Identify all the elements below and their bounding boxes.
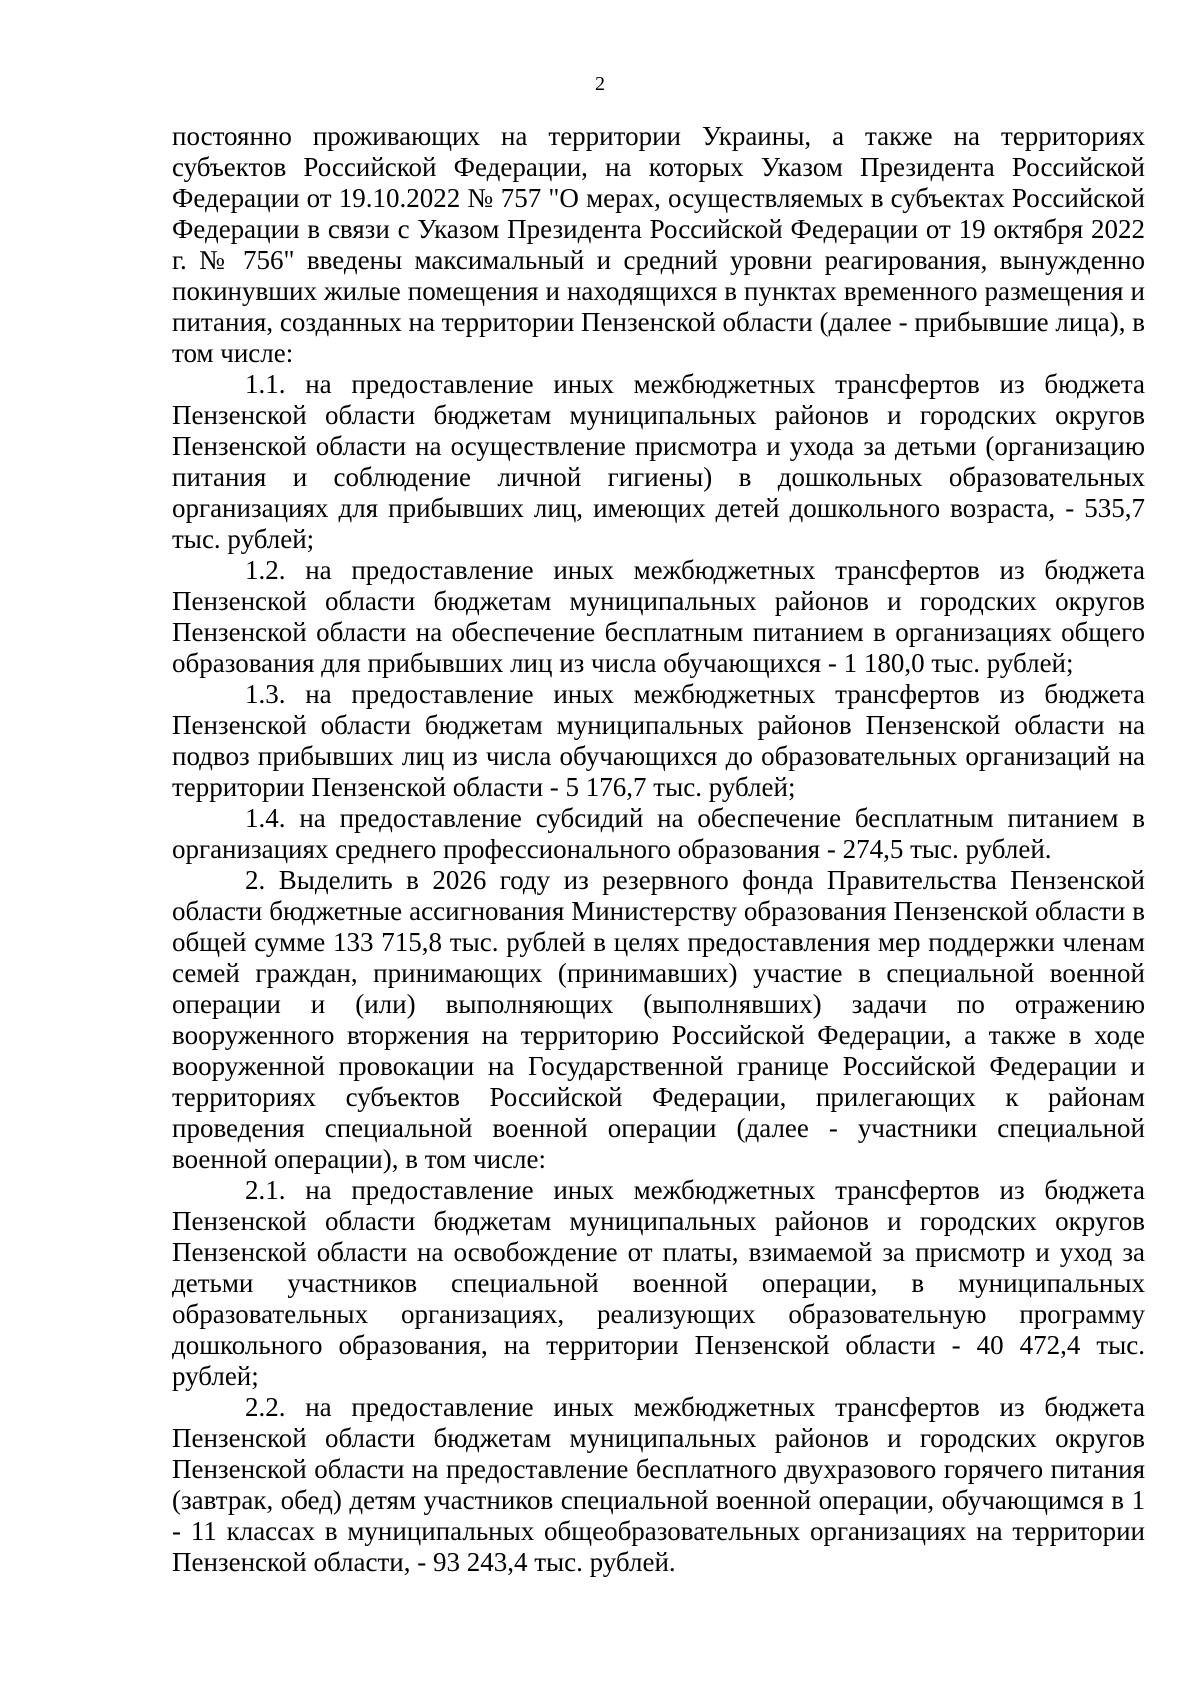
paragraph-1-3: 1.3. на предоставление иных межбюджетных трансфертов из бюджета Пензенской области бюджетам муниципальных районов Пензенской области на подвоз прибывших лиц из числа обучающихся до образовательных организаций на территории Пензенской области - 5 176,7 тыс. рублей; bbox=[172, 679, 1145, 802]
paragraph-continuation: постоянно проживающих на территории Украины, а также на территориях субъектов Российской Федерации, на которых Указом Президента Российской Федерации от 19.10.2022 № 757 "О мерах, осуществляемых в субъектах Российской Федерации в связи с Указом Президента Российской Федерации от 19 октября 2022 г. № 756" введены максимальный и средний уровни реагирования, вынужденно покинувших жилые помещения и находящихся в пунктах временного размещения и питания, созданных на территории Пензенской области (далее - прибывшие лица), в том числе: bbox=[172, 121, 1145, 368]
paragraph-2: 2. Выделить в 2026 году из резервного фонда Правительства Пензенской области бюджетные ассигнования Министерству образования Пензенской области в общей сумме 133 715,8 тыс. рублей в целях предоставления мер поддержки членам семей граждан, принимающих (принимавших) участие в специальной военной операции и (или) выполняющих (выполнявших) задачи по отражению вооруженного вторжения на территорию Российской Федерации, а также в ходе вооруженной провокации на Государственной границе Российской Федерации и территориях субъектов Российской Федерации, прилегающих к районам проведения специальной военной операции (далее - участники специальной военной операции), в том числе: bbox=[172, 865, 1145, 1174]
paragraph-2-1: 2.1. на предоставление иных межбюджетных трансфертов из бюджета Пензенской области бюджетам муниципальных районов и городских округов Пензенской области на освобождение от платы, взимаемой за присмотр и уход за детьми участников специальной военной операции, в муниципальных образовательных организациях, реализующих образовательную программу дошкольного образования, на территории Пензенской области - 40 472,4 тыс. рублей; bbox=[172, 1175, 1145, 1391]
paragraph-1-1: 1.1. на предоставление иных межбюджетных трансфертов из бюджета Пензенской области бюджетам муниципальных районов и городских округов Пензенской области на осуществление присмотра и ухода за детьми (организацию питания и соблюдение личной гигиены) в дошкольных образовательных организациях для прибывших лиц, имеющих детей дошкольного возраста, - 535,7 тыс. рублей; bbox=[172, 369, 1145, 554]
paragraph-1-2: 1.2. на предоставление иных межбюджетных трансфертов из бюджета Пензенской области бюджетам муниципальных районов и городских округов Пензенской области на обеспечение бесплатным питанием в организациях общего образования для прибывших лиц из числа обучающихся - 1 180,0 тыс. рублей; bbox=[172, 555, 1145, 678]
document-body bbox=[172, 121, 1145, 1578]
page-number: 2 bbox=[595, 73, 605, 95]
paragraph-1-4: 1.4. на предоставление субсидий на обеспечение бесплатным питанием в организациях среднего профессионального образования - 274,5 тыс. рублей. bbox=[172, 803, 1145, 864]
paragraph-2-2: 2.2. на предоставление иных межбюджетных трансфертов из бюджета Пензенской области бюджетам муниципальных районов и городских округов Пензенской области на предоставление бесплатного двухразового горячего питания (завтрак, обед) детям участников специальной военной операции, обучающимся в 1 - 11 классах в муниципальных общеобразовательных организациях на территории Пензенской области, - 93 243,4 тыс. рублей. bbox=[172, 1392, 1145, 1577]
